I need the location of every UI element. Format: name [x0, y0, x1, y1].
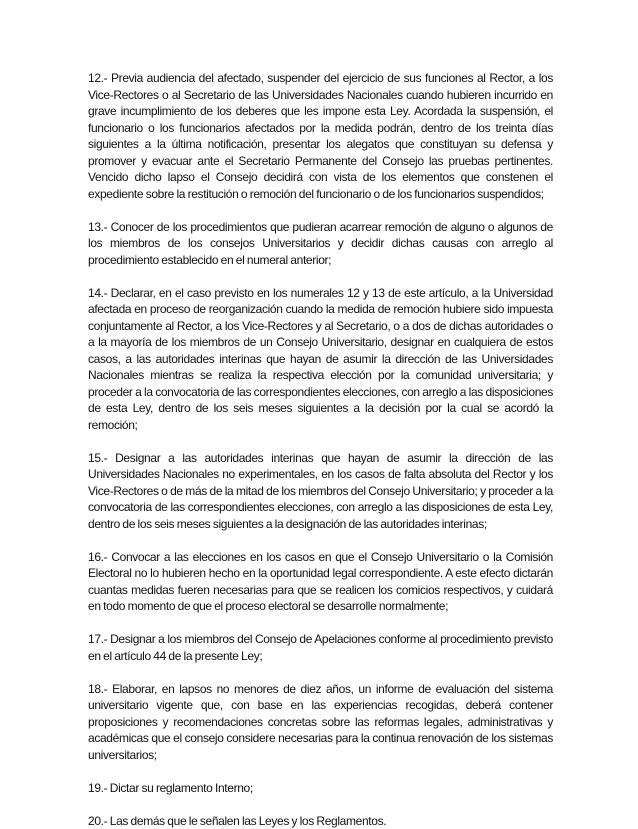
paragraph-item-20: 20.- Las demás que le señalen las Leyes y los Reglamentos.: [88, 813, 553, 829]
paragraph-item-17: 17.- Designar a los miembros del Consejo de Apelaciones conforme al procedimiento previsto en el artículo 44 de la presente Ley;: [88, 631, 553, 664]
paragraph-item-14: 14.- Declarar, en el caso previsto en los numerales 12 y 13 de este artículo, a la Universidad afectada en proceso de reorganización cuando la medida de remoción hubiere sido impuesta conjuntamente al Rector, a los Vice-Rectores y al Secretario, o a dos de dichas autoridades o a la mayoría de los miembros de un Consejo Universitario, designar en cualquiera de estos casos, a las autoridades interinas que hayan de asumir la dirección de las Universidades Nacionales mientras se realiza la respectiva elección por la comunidad universitaria; y proceder a la convocatoria de las correspondientes elecciones, con arreglo a las disposiciones de esta Ley, dentro de los seis meses siguientes a la decisión por la cual se acordó la remoción;: [88, 285, 553, 434]
paragraph-item-12: 12.- Previa audiencia del afectado, suspender del ejercicio de sus funciones al Rector, a los Vice-Rectores o al Secretario de las Universidades Nacionales cuando hubieren incurrido en grave incumplimiento de los deberes que les impone esta Ley. Acordada la suspensión, el funcionario o los funcionarios afectados por la medida podrán, dentro de los treinta días siguientes a la última notificación, presentar los alegatos que constituyan su defensa y promover y evacuar ante el Secretario Permanente del Consejo las pruebas pertinentes. Vencido dicho lapso el Consejo decidirá con vista de los elementos que constenen el expediente sobre la restitución o remoción del funcionario o de los funcionarios suspendidos;: [88, 70, 553, 202]
paragraph-item-19: 19.- Dictar su reglamento Interno;: [88, 780, 553, 797]
paragraph-item-18: 18.- Elaborar, en lapsos no menores de diez años, un informe de evaluación del sistema universitario vigente que, con base en las experiencias recogidas, deberá contener proposiciones y recomendaciones concretas sobre las reformas legales, administrativas y académicas que el consejo considere necesarias para la continua renovación de los sistemas universitarios;: [88, 681, 553, 764]
paragraph-item-13: 13.- Conocer de los procedimientos que pudieran acarrear remoción de alguno o algunos de los miembros de los consejos Universitarios y decidir dichas causas con arreglo al procedimiento establecido en el numeral anterior;: [88, 219, 553, 269]
document-body: [88, 70, 553, 829]
paragraph-item-15: 15.- Designar a las autoridades interinas que hayan de asumir la dirección de las Universidades Nacionales no experimentales, en los casos de falta absoluta del Rector y los Vice-Rectores o de más de la mitad de los miembros del Consejo Universitario; y proceder a la convocatoria de las correspondientes elecciones, con arreglo a las disposiciones de esta Ley, dentro de los seis meses siguientes a la designación de las autoridades interinas;: [88, 450, 553, 533]
paragraph-item-16: 16.- Convocar a las elecciones en los casos en que el Consejo Universitario o la Comisión Electoral no lo hubieren hecho en la oportunidad legal correspondiente. A este efecto dictarán cuantas medidas fueren necesarias para que se realicen los comicios respectivos, y cuidará en todo momento de que el proceso electoral se desarrolle normalmente;: [88, 549, 553, 615]
